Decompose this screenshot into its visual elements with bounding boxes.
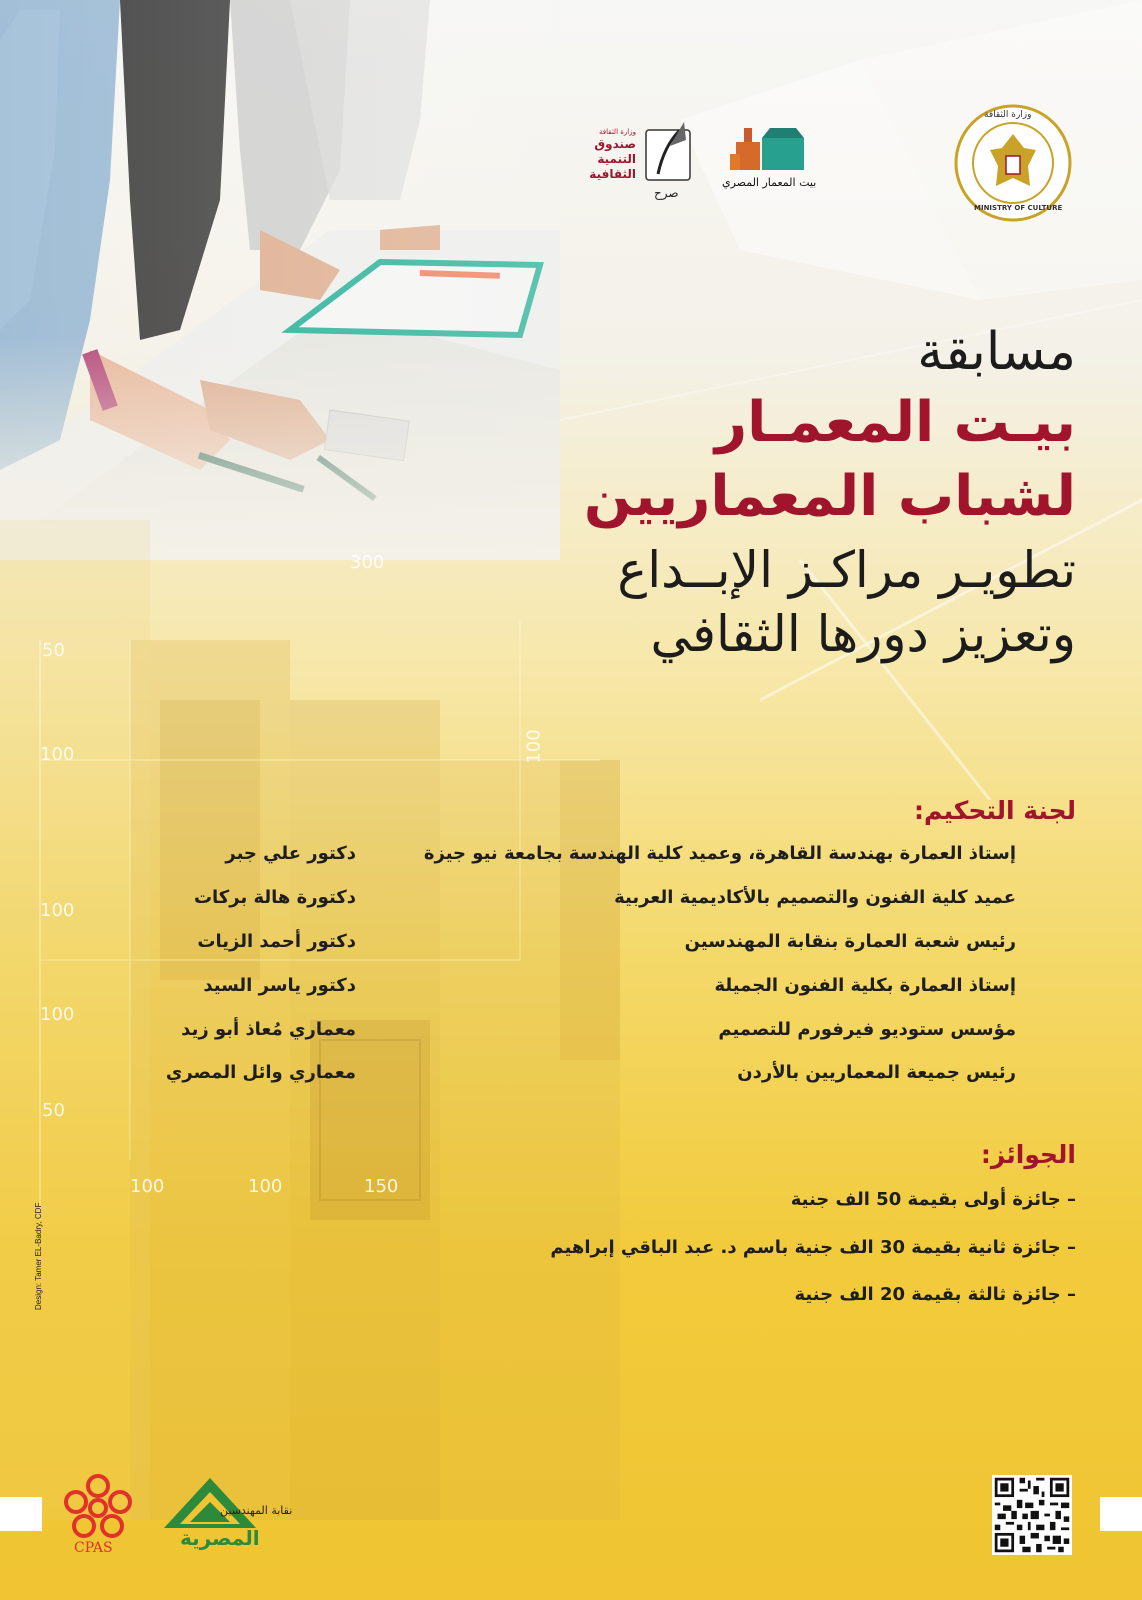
prize-item: – جائزة أولى بقيمة 50 الف جنية [790,1189,1076,1211]
jury-role: رئيس جميعة المعماريين بالأردن [737,1062,1016,1084]
title-young-architects: لشباب المعماريين [583,464,1076,529]
title-beit-elmemar: بيـت المعمـار [714,390,1076,455]
ministry-arabic-text: وزارة الثقافة [984,110,1032,120]
jury-list [136,832,1076,1095]
jury-row [136,832,1076,876]
syndicate-text-line1: نقابة المهندسين [220,1504,293,1517]
title-competition: مسابقة [917,322,1076,382]
jury-role: عميد كلية الفنون والتصميم بالأكاديمية العربية [614,887,1016,909]
watermark-number: 100 [40,900,75,921]
prize-list [376,1176,1076,1319]
beit-elmemar-text: بيت المعمار المصري [722,176,817,189]
jury-name: معماري مُعاذ أبو زيد [181,1018,356,1040]
cdf-line: الثقافية [589,167,636,181]
subtitle-line2: وتعزيز دورها الثقافي [650,605,1076,663]
prize-item: – جائزة ثانية بقيمة 30 الف جنية باسم د. عبد الباقي إبراهيم [550,1236,1076,1258]
watermark-number: 100 [40,744,75,765]
prizes-heading: الجوائز: [980,1140,1076,1169]
jury-role: إستاذ العمارة بهندسة القاهرة، وعميد كلية الهندسة بجامعة نيو جيزة [423,843,1016,865]
cpas-logo [62,1472,134,1560]
ministry-of-culture-logo [954,104,1072,222]
beit-elmemar-logo [722,124,817,194]
cdf-line: التنمية [597,152,636,166]
watermark-number: 50 [42,640,65,661]
designer-credit: Design: Tamer EL-Badry, CDF [34,1202,43,1310]
cpas-text: CPAS [74,1540,113,1556]
jury-name: دكتور علي جبر [225,843,356,865]
qr-code[interactable] [992,1475,1072,1555]
watermark-number: 150 [364,1176,399,1197]
prize-item: – جائزة ثالثة بقيمة 20 الف جنية [794,1284,1076,1306]
watermark-number: 100 [523,729,545,764]
jury-name: دكتور أحمد الزيات [197,930,356,952]
watermark-number: 100 [40,1004,75,1025]
jury-row [136,1007,1076,1051]
edge-tab-right [1100,1497,1142,1531]
subtitle-line1: تطويـر مراكـز الإبــداع [617,541,1076,599]
jury-row [136,920,1076,964]
syndicate-text-line2: المصرية [180,1526,260,1550]
watermark-number: 100 [248,1176,283,1197]
jury-row [136,876,1076,920]
watermark-number: 300 [350,552,385,573]
jury-name: دكتورة هالة بركات [193,887,356,909]
title-block [376,318,1076,666]
sarh-text: صرح [654,186,679,200]
watermark-number: 100 [130,1176,165,1197]
jury-role: إستاذ العمارة بكلية الفنون الجميلة [714,974,1016,996]
cultural-development-fund-logo [578,128,636,192]
engineers-syndicate-logo [160,1476,293,1560]
sarh-logo [640,116,696,206]
jury-heading: لجنة التحكيم: [914,796,1076,825]
jury-row [136,1051,1076,1095]
ministry-english-text: MINISTRY OF CULTURE [974,204,1063,212]
cdf-line: وزارة الثقافة [599,128,636,136]
jury-name: معماري وائل المصري [165,1062,356,1084]
jury-role: رئيس شعبة العمارة بنقابة المهندسين [684,930,1016,952]
cdf-line: صندوق [594,137,636,151]
watermark-number: 50 [42,1100,65,1121]
jury-role: مؤسس ستوديو فيرفورم للتصميم [718,1018,1016,1040]
jury-row [136,963,1076,1007]
edge-tab-left [0,1497,42,1531]
jury-name: دكتور ياسر السيد [203,974,356,996]
